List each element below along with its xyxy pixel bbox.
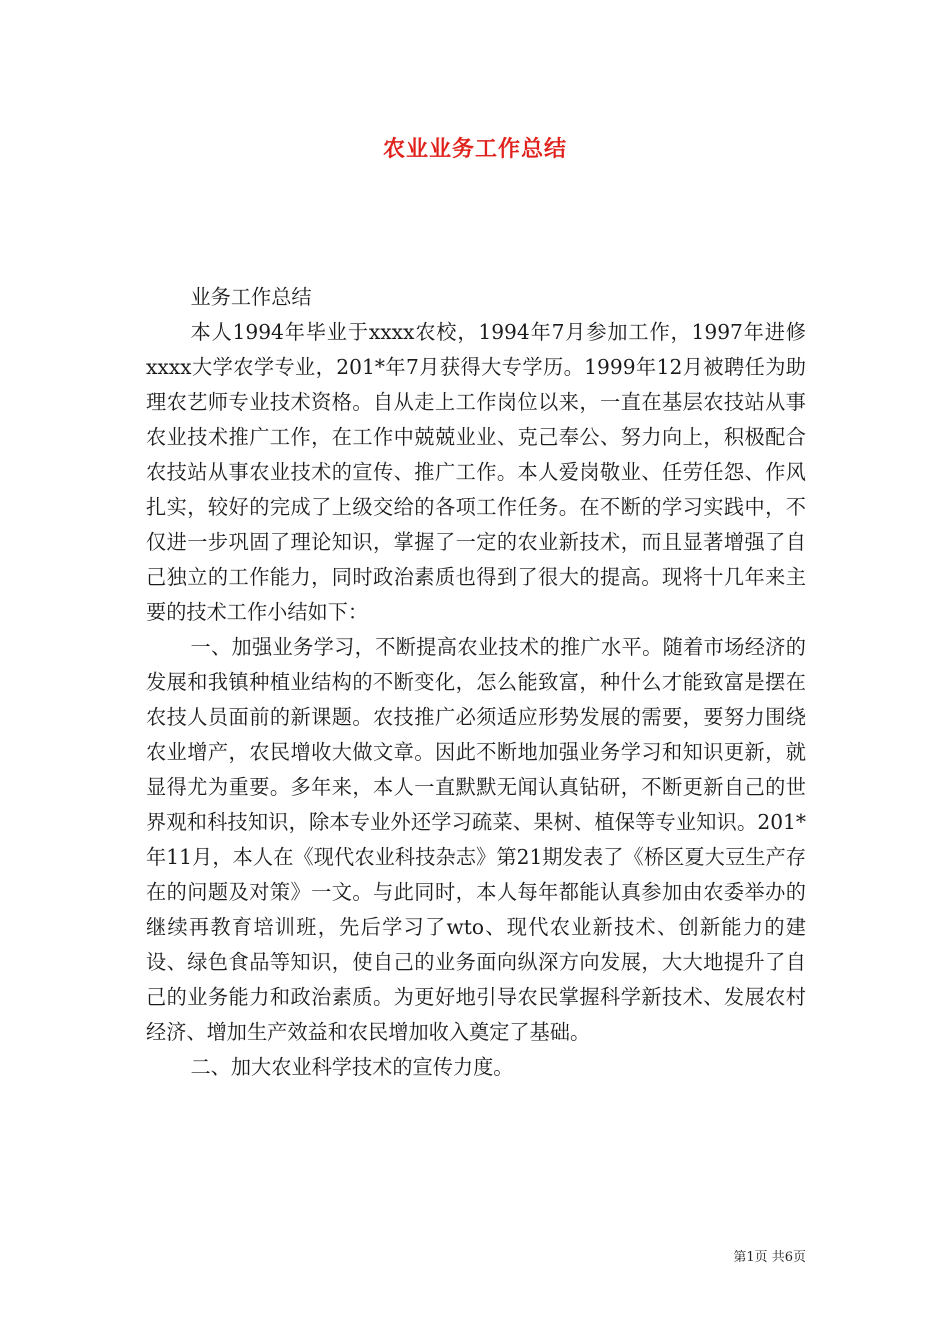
document-title: 农业业务工作总结 [382, 136, 567, 162]
paragraph-section-one: 一、加强业务学习，不断提高农业技术的推广水平。随着市场经济的发展和我镇种植业结构的不断变化，怎么能致富，种什么才能致富是摆在农技人员面前的新课题。农技推广必须适应形势发展的需要，要努力围绕农业增产，农民增收大做文章。因此不断地加强业务学习和知识更新，就显得尤为重要。多年来，本人一直默默无闻认真钻研，不断更新自己的世界观和科技知识，除本专业外还学习疏菜、果树、植保等专业知识。201*年11月，本人在《现代农业科技杂志》第21期发表了《桥区夏大豆生产存在的问题及对策》一文。与此同时，本人每年都能认真参加由农委举办的继续再教育培训班，先后学习了wto、现代农业新技术、创新能力的建设、绿色食品等知识，使自己的业务面向纵深方向发展，大大地提升了自己的业务能力和政治素质。为更好地引导农民掌握科学新技术、发展农村经济、增加生产效益和农民增加收入奠定了基础。 [146, 635, 806, 1044]
page-indicator: 第1页 共6页 [733, 1250, 806, 1265]
paragraph-intro: 本人1994年毕业于xxxx农校，1994年7月参加工作，1997年进修xxxx大学农学专业，201*年7月获得大专学历。1999年12月被聘任为助理农艺师专业技术资格。自从走上工作岗位以来，一直在基层农技站从事农业技术推广工作，在工作中兢兢业业、克己奉公、努力向上，积极配合农技站从事农业技术的宣传、推广工作。本人爱岗敬业、任劳任怨、作风扎实，较好的完成了上级交给的各项工作任务。在不断的学习实践中，不仅进一步巩固了理论知识，掌握了一定的农业新技术，而且显著增强了自己独立的工作能力，同时政治素质也得到了很大的提高。现将十几年来主要的技术工作小结如下： [146, 320, 806, 624]
document-body [146, 280, 806, 1085]
paragraph-heading: 业务工作总结 [190, 285, 312, 309]
paragraph-section-two: 二、加大农业科学技术的宣传力度。 [190, 1055, 514, 1079]
